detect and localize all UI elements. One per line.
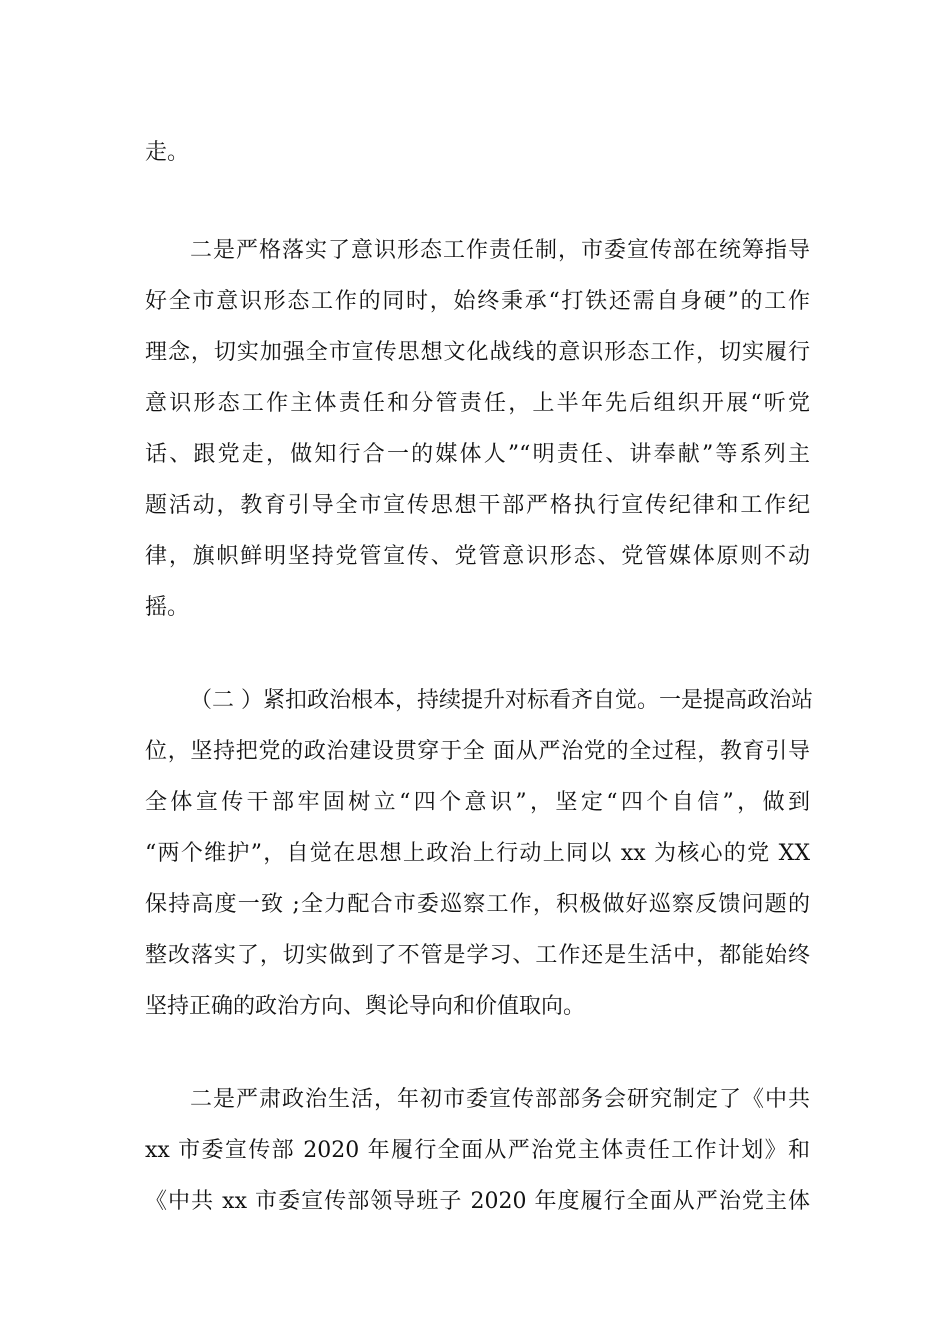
paragraph-3-line-6: 整改落实了，切实做到了不管是学习、工作还是生活中，都能始终 [145, 943, 810, 968]
paragraph-3-line-2: 位，坚持把党的政治建设贯穿于全 面从严治党的全过程，教育引导 [145, 739, 810, 764]
paragraph-2-line-7: 律，旗帜鲜明坚持党管宣传、党管意识形态、党管媒体原则不动 [145, 544, 810, 569]
paragraph-4-line-2: xx 市委宣传部 2020 年履行全面从严治党主体责任工作计划》和 [145, 1138, 810, 1163]
paragraph-2-line-4: 意识形态工作主体责任和分管责任，上半年先后组织开展“听党 [145, 391, 810, 416]
paragraph-2-line-5: 话、跟党走，做知行合一的媒体人”“明责任、讲奉献”等系列主 [145, 442, 810, 467]
paragraph-3-line-1: （二 ）紧扣政治根本，持续提升对标看齐自觉。一是提高政治站 [190, 688, 813, 713]
paragraph-2-line-2: 好全市意识形态工作的同时，始终秉承“打铁还需自身硬”的工作 [145, 289, 810, 314]
paragraph-2-line-8: 摇。 [145, 595, 190, 620]
paragraph-4-line-1: 二是严肃政治生活，年初市委宣传部部务会研究制定了《中共 [190, 1087, 810, 1112]
paragraph-1-line-1: 走。 [145, 140, 190, 165]
paragraph-3-line-4: “两个维护”，自觉在思想上政治上行动上同以 xx 为核心的党 XX [145, 841, 810, 866]
paragraph-2-line-1: 二是严格落实了意识形态工作责任制，市委宣传部在统筹指导 [190, 238, 810, 263]
paragraph-2-line-6: 题活动，教育引导全市宣传思想干部严格执行宣传纪律和工作纪 [145, 493, 810, 518]
paragraph-4-line-3: 《中共 xx 市委宣传部领导班子 2020 年度履行全面从严治党主体 [145, 1189, 810, 1214]
paragraph-3-line-5: 保持高度一致 ;全力配合市委巡察工作，积极做好巡察反馈问题的 [145, 892, 810, 917]
paragraph-3-line-3: 全体宣传干部牢固树立“四个意识”，坚定“四个自信”，做到 [145, 790, 810, 815]
paragraph-3-line-7: 坚持正确的政治方向、舆论导向和价值取向。 [145, 994, 586, 1019]
paragraph-2-line-3: 理念，切实加强全市宣传思想文化战线的意识形态工作，切实履行 [145, 340, 810, 365]
